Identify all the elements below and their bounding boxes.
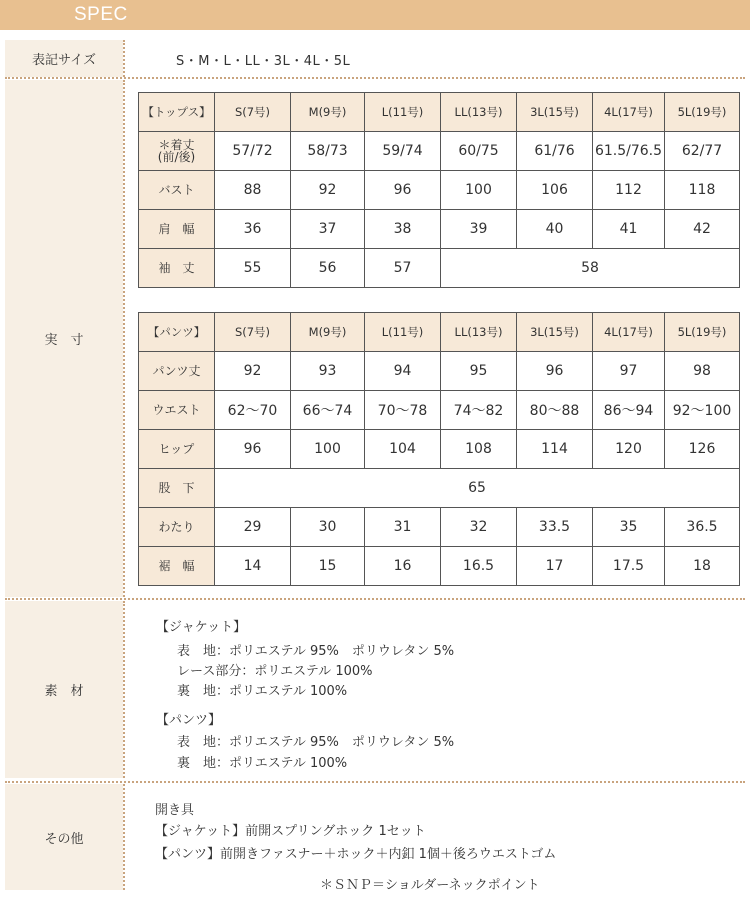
value-cell: 100 xyxy=(291,430,365,469)
value-cell: 114 xyxy=(517,430,593,469)
size-header-cell: LL(13号) xyxy=(441,313,517,352)
tops-size-table xyxy=(138,92,740,288)
value-cell: 36 xyxy=(215,210,291,249)
value-cell: 57 xyxy=(365,249,441,288)
pants-size-table xyxy=(138,312,740,586)
value-cell: 58/73 xyxy=(291,132,365,171)
size-header-cell: 4L(17号) xyxy=(593,93,665,132)
column-divider xyxy=(123,80,125,597)
value-cell: 56 xyxy=(291,249,365,288)
value-cell: 35 xyxy=(593,508,665,547)
value-cell: 66〜74 xyxy=(291,391,365,430)
value-cell: 58 xyxy=(441,249,740,288)
value-cell: 16.5 xyxy=(441,547,517,586)
table-row xyxy=(139,171,740,210)
value-cell: 33.5 xyxy=(517,508,593,547)
value-cell: 118 xyxy=(665,171,740,210)
value-cell: 42 xyxy=(665,210,740,249)
value-cell: 59/74 xyxy=(365,132,441,171)
divider xyxy=(5,598,745,600)
value-cell: 104 xyxy=(365,430,441,469)
value-cell: 96 xyxy=(365,171,441,210)
table-row xyxy=(139,391,740,430)
row-label: 股 下 xyxy=(139,469,215,508)
table-row xyxy=(139,210,740,249)
value-cell: 57/72 xyxy=(215,132,291,171)
value-cell: 17 xyxy=(517,547,593,586)
value-cell: 92 xyxy=(215,352,291,391)
value-cell: 39 xyxy=(441,210,517,249)
material-pants-outer: 表 地：ポリエステル 95% ポリウレタン 5% xyxy=(177,735,455,750)
row-label: わたり xyxy=(139,508,215,547)
table-row xyxy=(139,508,740,547)
row-label: ヒップ xyxy=(139,430,215,469)
table-row xyxy=(139,430,740,469)
measurements-label: 実 寸 xyxy=(5,80,123,597)
value-cell: 112 xyxy=(593,171,665,210)
value-cell: 98 xyxy=(665,352,740,391)
size-header-cell: L(11号) xyxy=(365,313,441,352)
size-header-cell: L(11号) xyxy=(365,93,441,132)
size-header-cell: 5L(19号) xyxy=(665,93,740,132)
table-row xyxy=(139,249,740,288)
size-header-cell: 4L(17号) xyxy=(593,313,665,352)
size-notation-label: 表記サイズ xyxy=(5,40,123,77)
table-row xyxy=(139,352,740,391)
value-cell: 55 xyxy=(215,249,291,288)
value-cell: 29 xyxy=(215,508,291,547)
divider xyxy=(5,77,745,79)
spec-title: SPEC xyxy=(74,4,128,25)
size-header-cell: 5L(19号) xyxy=(665,313,740,352)
row-label: 肩 幅 xyxy=(139,210,215,249)
spec-header-bar xyxy=(0,0,750,30)
value-cell: 94 xyxy=(365,352,441,391)
value-cell: 86〜94 xyxy=(593,391,665,430)
size-header-cell: 3L(15号) xyxy=(517,313,593,352)
value-cell: 37 xyxy=(291,210,365,249)
table-row xyxy=(139,469,740,508)
value-cell: 30 xyxy=(291,508,365,547)
value-cell: 31 xyxy=(365,508,441,547)
value-cell: 92 xyxy=(291,171,365,210)
value-cell: 40 xyxy=(517,210,593,249)
value-cell: 88 xyxy=(215,171,291,210)
row-label: バスト xyxy=(139,171,215,210)
value-cell: 61.5/76.5 xyxy=(593,132,665,171)
value-cell: 62〜70 xyxy=(215,391,291,430)
size-header-cell: M(9号) xyxy=(291,313,365,352)
tops-table-title: 【トップス】 xyxy=(139,93,215,132)
pants-table-title: 【パンツ】 xyxy=(139,313,215,352)
value-cell: 95 xyxy=(441,352,517,391)
size-header-cell: S(7号) xyxy=(215,313,291,352)
other-label: その他 xyxy=(5,784,123,890)
material-jacket-lining: 裏 地：ポリエステル 100% xyxy=(177,684,348,699)
value-cell: 14 xyxy=(215,547,291,586)
material-pants-lining: 裏 地：ポリエステル 100% xyxy=(177,756,348,771)
value-cell: 120 xyxy=(593,430,665,469)
value-cell: 15 xyxy=(291,547,365,586)
divider xyxy=(5,781,745,783)
value-cell: 96 xyxy=(215,430,291,469)
column-divider xyxy=(123,601,125,778)
value-cell: 41 xyxy=(593,210,665,249)
value-cell: 16 xyxy=(365,547,441,586)
value-cell: 80〜88 xyxy=(517,391,593,430)
material-pants-heading: 【パンツ】 xyxy=(156,713,222,728)
value-cell: 74〜82 xyxy=(441,391,517,430)
value-cell: 126 xyxy=(665,430,740,469)
size-header-cell: S(7号) xyxy=(215,93,291,132)
value-cell: 70〜78 xyxy=(365,391,441,430)
row-label: 袖 丈 xyxy=(139,249,215,288)
value-cell: 100 xyxy=(441,171,517,210)
table-row xyxy=(139,547,740,586)
value-cell: 60/75 xyxy=(441,132,517,171)
value-cell: 38 xyxy=(365,210,441,249)
value-cell: 96 xyxy=(517,352,593,391)
value-cell: 108 xyxy=(441,430,517,469)
size-notation-value: S・M・L・LL・3L・4L・5L xyxy=(176,54,351,69)
material-jacket-lace: レース部分：ポリエステル 100% xyxy=(177,664,373,679)
value-cell: 106 xyxy=(517,171,593,210)
snp-note: ＊ＳＮＰ＝ショルダーネックポイント xyxy=(320,878,540,893)
material-jacket-heading: 【ジャケット】 xyxy=(156,620,247,635)
row-label: パンツ丈 xyxy=(139,352,215,391)
value-cell: 93 xyxy=(291,352,365,391)
merged-value-cell: 65 xyxy=(215,469,740,508)
size-header-cell: M(9号) xyxy=(291,93,365,132)
value-cell: 17.5 xyxy=(593,547,665,586)
value-cell: 32 xyxy=(441,508,517,547)
closure-jacket: 【ジャケット】前開スプリングホック 1セット xyxy=(155,824,426,839)
column-divider xyxy=(123,40,125,77)
table-row xyxy=(139,132,740,171)
closure-heading: 開き具 xyxy=(155,803,195,818)
row-label: 裾 幅 xyxy=(139,547,215,586)
size-header-cell: LL(13号) xyxy=(441,93,517,132)
row-label: ＊着丈 (前/後) xyxy=(139,132,215,171)
value-cell: 97 xyxy=(593,352,665,391)
material-label: 素 材 xyxy=(5,601,123,778)
closure-pants: 【パンツ】前開きファスナー＋ホック＋内釦 1個＋後ろウエストゴム xyxy=(155,847,557,862)
value-cell: 62/77 xyxy=(665,132,740,171)
value-cell: 36.5 xyxy=(665,508,740,547)
column-divider xyxy=(123,784,125,890)
value-cell: 92〜100 xyxy=(665,391,740,430)
size-header-cell: 3L(15号) xyxy=(517,93,593,132)
material-jacket-outer: 表 地：ポリエステル 95% ポリウレタン 5% xyxy=(177,644,455,659)
row-label: ウエスト xyxy=(139,391,215,430)
value-cell: 18 xyxy=(665,547,740,586)
value-cell: 61/76 xyxy=(517,132,593,171)
